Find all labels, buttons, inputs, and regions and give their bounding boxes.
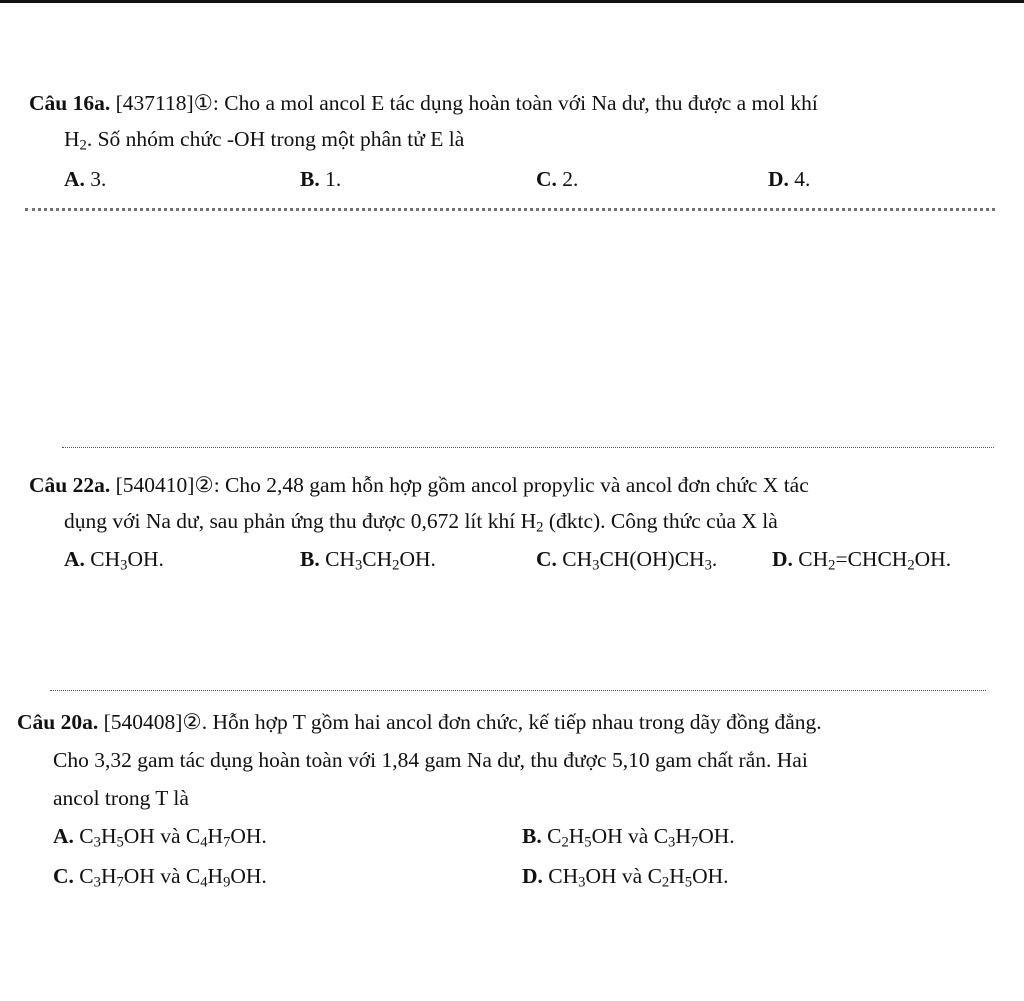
option-b[interactable]: B. $C_2H_5OH$ và $C_3H_7OH$. <box>522 824 735 851</box>
question-20a-code: [540408]② <box>103 710 202 734</box>
question-16a-line-1 <box>29 86 818 120</box>
question-20a-line-2: Cho 3,32 gam tác dụng hoàn toàn với 1,84 gam Na dư, thu được 5,10 gam chất rắn. Hai <box>53 748 808 772</box>
question-16a-label: Câu 16a. <box>29 91 111 115</box>
question-16a-code: [437118]① <box>115 91 213 115</box>
question-20a-line-1 <box>17 705 822 739</box>
option-d[interactable]: D. $CH_3OH$ và $C_2H_5OH$. <box>522 864 729 891</box>
top-border <box>0 0 1024 3</box>
question-22a-text: : Cho 2,48 gam hỗn hợp gồm ancol propylic và ancol đơn chức X tác <box>213 473 809 497</box>
question-20a-line-3: ancol trong T là <box>53 786 189 810</box>
question-16a-line-2: $H_2$. Số nhóm chức -OH trong một phân tử E là <box>64 127 465 154</box>
question-22a-line-2: dụng với Na dư, sau phản ứng thu được 0,672 lít khí $H_2$ (đktc). Công thức của X là <box>64 509 778 536</box>
option-a[interactable]: A. 3. <box>64 167 107 191</box>
dotted-separator <box>50 690 986 691</box>
question-22a-line-1 <box>29 468 809 502</box>
option-d[interactable]: D. $CH_2=CHCH_2OH$. <box>772 547 952 574</box>
option-c[interactable]: C. $CH_3CH(OH)CH_3$. <box>536 547 718 574</box>
option-d[interactable]: D. 4. <box>768 167 811 191</box>
option-b[interactable]: B. $CH_3CH_2OH$. <box>300 547 436 574</box>
option-c[interactable]: C. $C_3H_7OH$ và $C_4H_9OH$. <box>53 864 267 891</box>
question-20a-label: Câu 20a. <box>17 710 99 734</box>
dotted-separator <box>62 447 994 448</box>
question-22a-code: [540410]② <box>115 473 214 497</box>
cut-off-text-line <box>25 208 995 211</box>
option-c[interactable]: C. 2. <box>536 167 579 191</box>
question-22a-label: Câu 22a. <box>29 473 111 497</box>
question-16a-text: : Cho a mol ancol E tác dụng hoàn toàn với Na dư, thu được a mol khí <box>212 91 818 115</box>
question-20a-text: . Hỗn hợp T gồm hai ancol đơn chức, kế tiếp nhau trong dãy đồng đẳng. <box>201 710 822 734</box>
option-b[interactable]: B. 1. <box>300 167 342 191</box>
option-a[interactable]: A. $CH_3OH$. <box>64 547 164 574</box>
option-a[interactable]: A. $C_3H_5OH$ và $C_4H_7OH$. <box>53 824 267 851</box>
